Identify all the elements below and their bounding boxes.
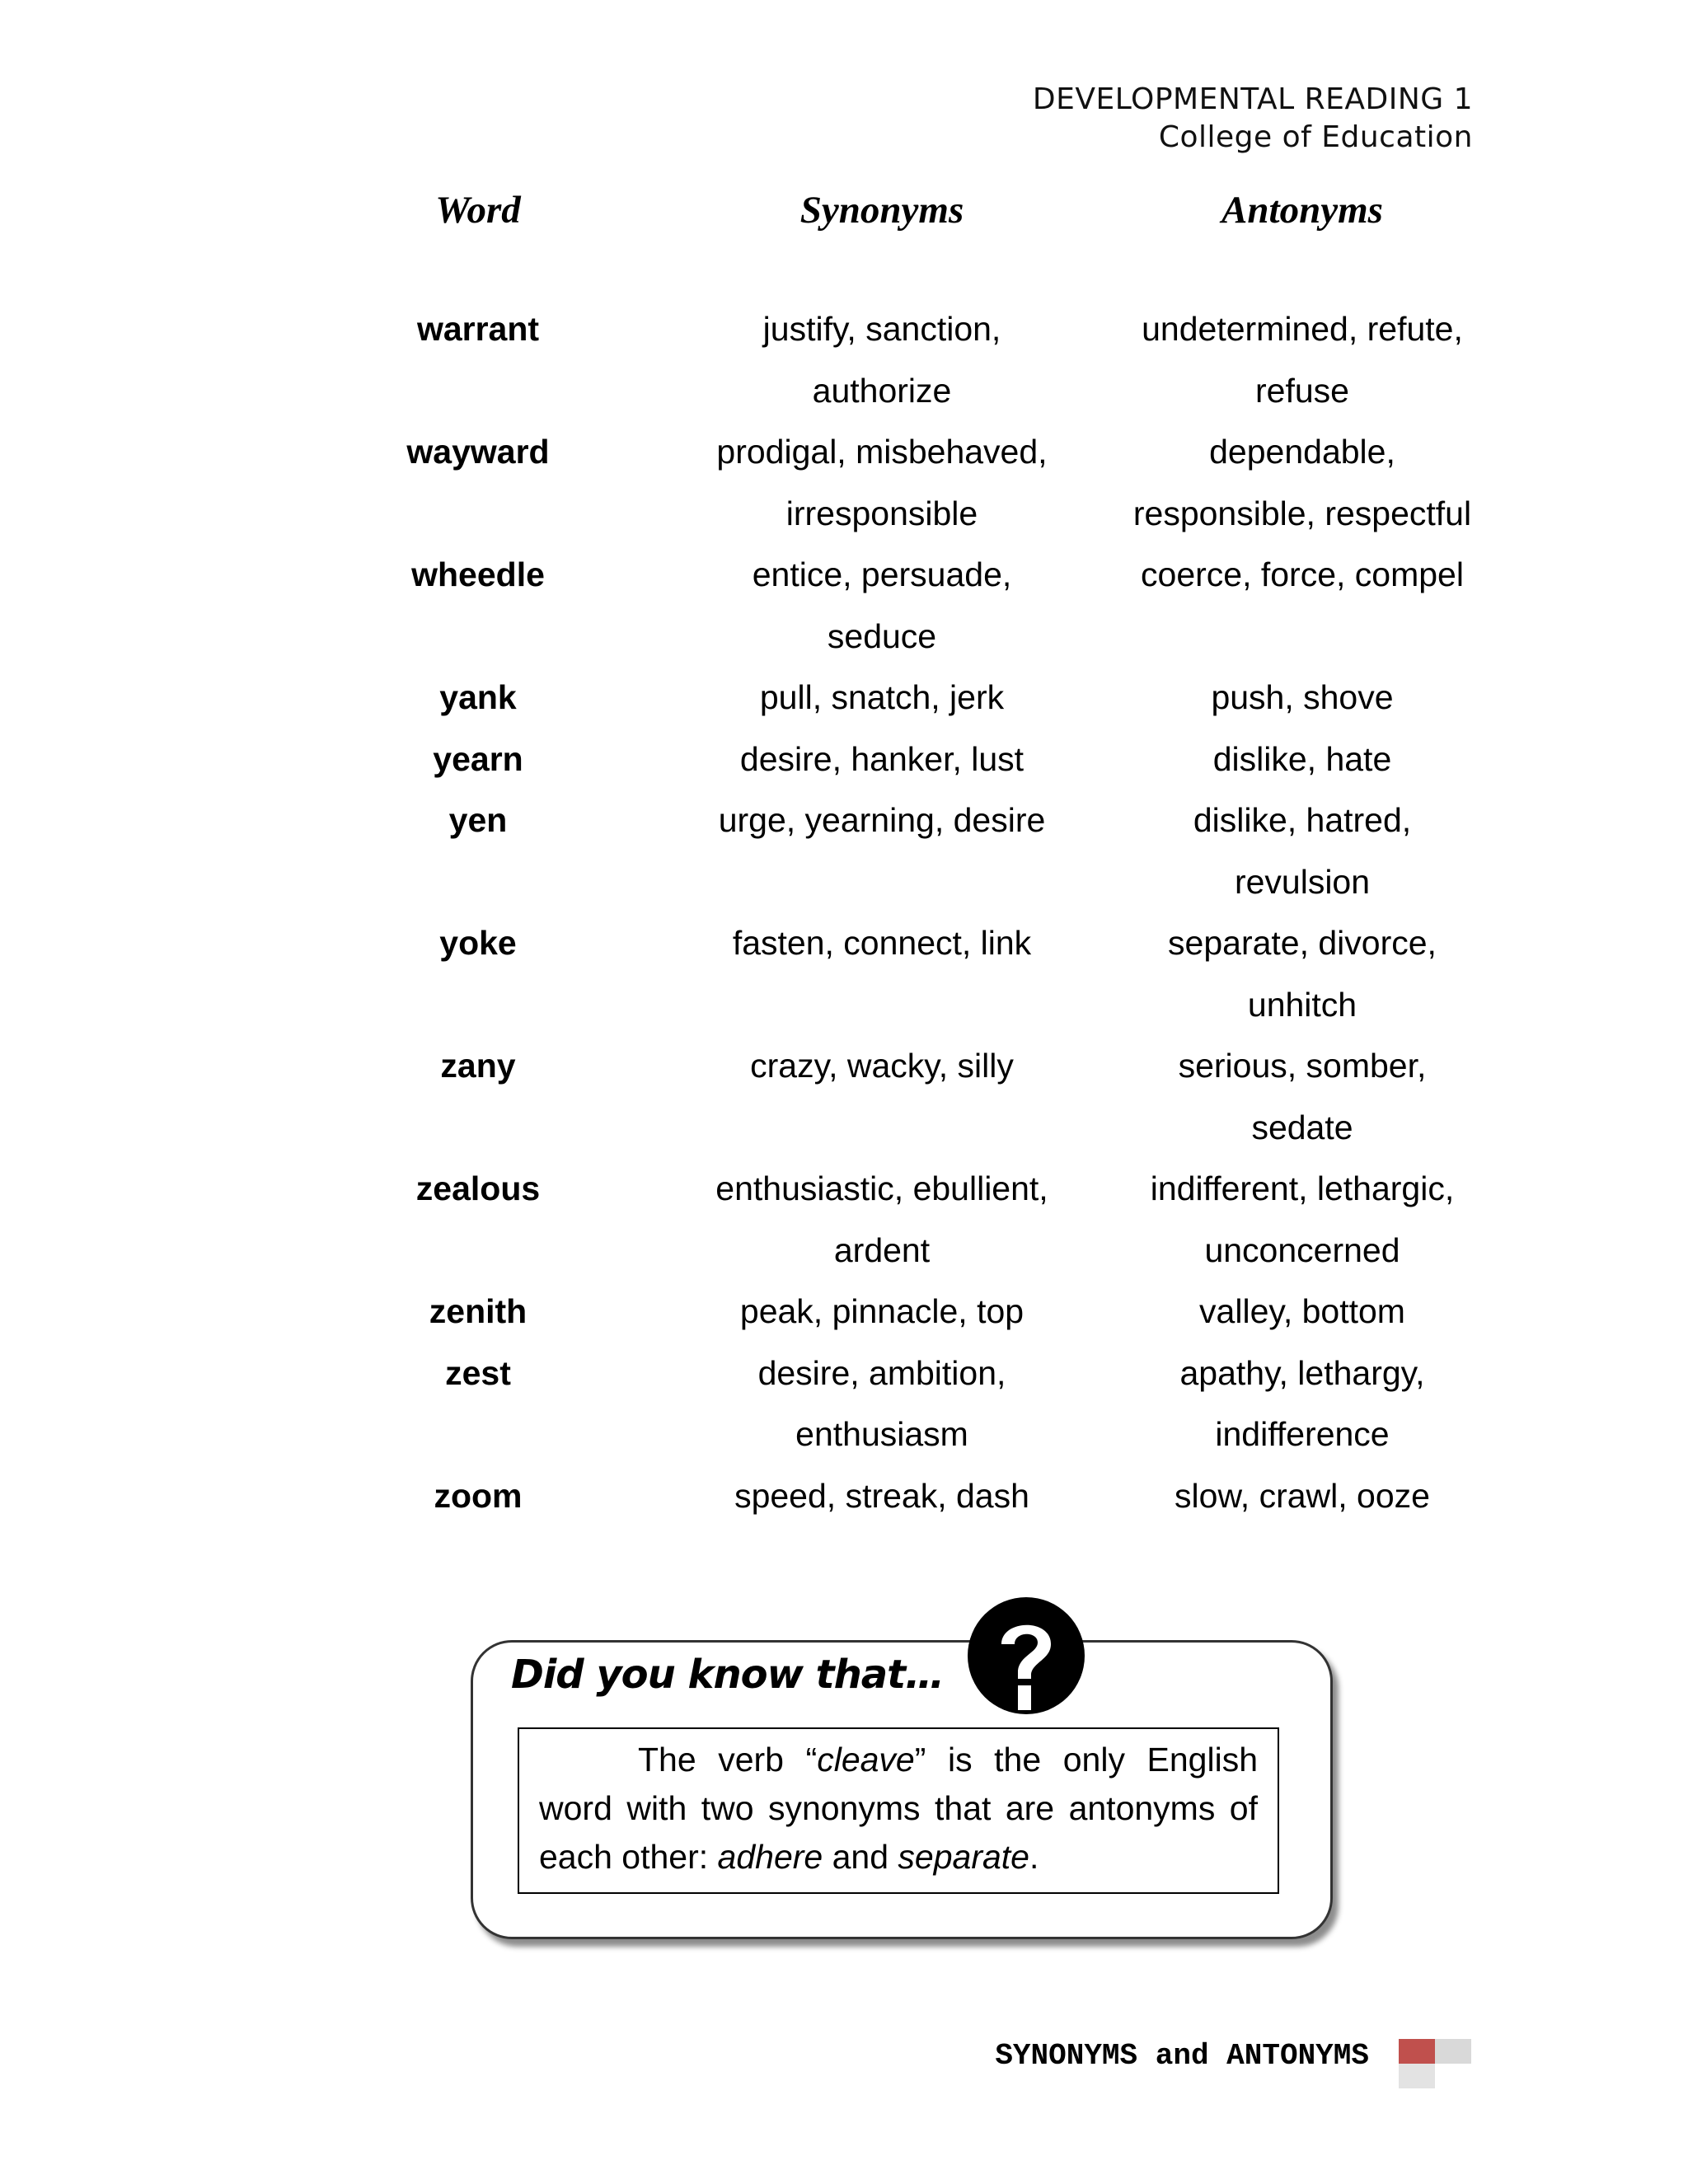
synonyms-line: desire, hanker, lust [739, 739, 1025, 778]
synonyms-line: enthusiasm [795, 1415, 968, 1453]
synonyms-line: seduce [827, 616, 937, 655]
synonyms-cell [684, 1343, 1080, 1465]
fact-text: and [823, 1838, 898, 1876]
table-row [0, 1281, 1688, 1343]
synonyms-line: irresponsible [785, 494, 978, 532]
fact-term: adhere [717, 1838, 823, 1876]
antonyms-cell [1096, 790, 1508, 912]
synonyms-line: authorize [812, 371, 952, 410]
synonyms-line: justify, sanction, [762, 310, 1001, 348]
column-header-synonyms: Synonyms [799, 189, 964, 232]
antonyms-cell [1096, 1465, 1508, 1527]
word-cell: zest [445, 1353, 511, 1392]
synonyms-cell [684, 1281, 1080, 1343]
antonyms-line: indifference [1215, 1415, 1390, 1453]
antonyms-cell [1096, 1158, 1508, 1281]
footer-accent-square [1435, 2039, 1471, 2064]
synonyms-cell [684, 544, 1080, 667]
synonyms-line: enthusiastic, ebullient, [715, 1169, 1048, 1207]
antonyms-line: coerce, force, compel [1141, 555, 1464, 593]
table-row [0, 1343, 1688, 1465]
synonyms-line: entice, persuade, [752, 555, 1012, 593]
synonyms-line: fasten, connect, link [732, 924, 1032, 962]
synonyms-line: prodigal, misbehaved, [716, 433, 1048, 471]
antonyms-cell [1096, 667, 1508, 729]
antonyms-line: indifferent, lethargic, [1150, 1169, 1455, 1207]
vocabulary-table [0, 298, 1688, 1526]
fact-term: separate [898, 1838, 1029, 1876]
antonyms-line: dislike, hate [1212, 739, 1392, 778]
table-row [0, 1465, 1688, 1527]
footer-accent-square [1399, 2064, 1435, 2088]
synonyms-cell [684, 1465, 1080, 1527]
antonyms-cell [1096, 912, 1508, 1035]
did-you-know-text [518, 1727, 1279, 1894]
synonyms-cell [684, 298, 1080, 421]
antonyms-line: responsible, respectful [1132, 494, 1472, 532]
synonyms-cell [684, 1158, 1080, 1281]
college-name: College of Education [1158, 120, 1473, 154]
table-row [0, 912, 1688, 1035]
table-row [0, 1035, 1688, 1158]
antonyms-cell [1096, 544, 1508, 606]
antonyms-line: serious, somber, [1178, 1047, 1427, 1085]
column-header-antonyms: Antonyms [1221, 189, 1383, 232]
antonyms-line: push, shove [1211, 678, 1394, 716]
table-row [0, 298, 1688, 421]
table-row [0, 790, 1688, 912]
antonyms-line: separate, divorce, [1168, 924, 1437, 962]
synonyms-line: pull, snatch, jerk [759, 678, 1005, 716]
footer-accent-square [1399, 2039, 1435, 2064]
antonyms-cell [1096, 1035, 1508, 1158]
table-row [0, 544, 1688, 667]
antonyms-cell [1096, 1343, 1508, 1465]
word-cell: yearn [433, 739, 523, 778]
synonyms-cell [684, 729, 1080, 790]
fact-text: ” is the only English word with two synonyms that are antonyms of each other: [539, 1741, 1258, 1876]
word-cell: yoke [439, 924, 517, 962]
synonyms-cell [684, 421, 1080, 544]
word-cell: yen [448, 801, 508, 839]
fact-text: The verb “ [638, 1741, 818, 1779]
table-row [0, 667, 1688, 729]
antonyms-line: unhitch [1247, 985, 1357, 1024]
synonyms-line: urge, yearning, desire [718, 801, 1046, 839]
antonyms-line: dependable, [1209, 433, 1395, 471]
word-cell: wayward [406, 433, 550, 471]
word-cell: zenith [429, 1292, 528, 1330]
antonyms-cell [1096, 1281, 1508, 1343]
word-cell: yank [439, 678, 517, 716]
antonyms-line: refuse [1255, 371, 1349, 410]
antonyms-line: sedate [1251, 1108, 1353, 1146]
synonyms-line: peak, pinnacle, top [739, 1292, 1025, 1330]
antonyms-line: dislike, hatred, [1193, 801, 1412, 839]
did-you-know-title: Did you know that… [511, 1652, 945, 1698]
word-cell: zealous [415, 1169, 541, 1207]
fact-term: cleave [817, 1741, 915, 1779]
synonyms-cell [684, 1035, 1080, 1097]
antonyms-line: apathy, lethargy, [1179, 1353, 1425, 1392]
synonyms-cell [684, 790, 1080, 851]
antonyms-cell [1096, 421, 1508, 544]
antonyms-line: valley, bottom [1199, 1292, 1405, 1330]
word-cell: wheedle [411, 555, 545, 593]
antonyms-cell [1096, 298, 1508, 421]
antonyms-line: slow, crawl, ooze [1175, 1476, 1430, 1515]
antonyms-line: unconcerned [1204, 1230, 1400, 1269]
antonyms-cell [1096, 729, 1508, 790]
synonyms-line: speed, streak, dash [734, 1476, 1029, 1515]
table-row [0, 729, 1688, 790]
antonyms-line: undetermined, refute, [1142, 310, 1463, 348]
synonyms-line: ardent [833, 1230, 931, 1269]
table-row [0, 421, 1688, 544]
table-row [0, 1158, 1688, 1281]
page-header [1033, 81, 1473, 157]
question-mark-icon [965, 1595, 1087, 1717]
antonyms-line: revulsion [1234, 862, 1371, 901]
footer-title: SYNONYMS and ANTONYMS [995, 2039, 1369, 2073]
synonyms-line: crazy, wacky, silly [750, 1047, 1014, 1085]
word-cell: zoom [434, 1476, 523, 1515]
synonyms-cell [684, 667, 1080, 729]
word-cell: warrant [416, 310, 540, 348]
course-title: DEVELOPMENTAL READING 1 [1032, 82, 1473, 116]
fact-text: . [1029, 1838, 1039, 1876]
word-cell: zany [440, 1047, 516, 1085]
synonyms-line: desire, ambition, [757, 1353, 1006, 1392]
column-header-word: Word [435, 189, 521, 232]
synonyms-cell [684, 912, 1080, 974]
